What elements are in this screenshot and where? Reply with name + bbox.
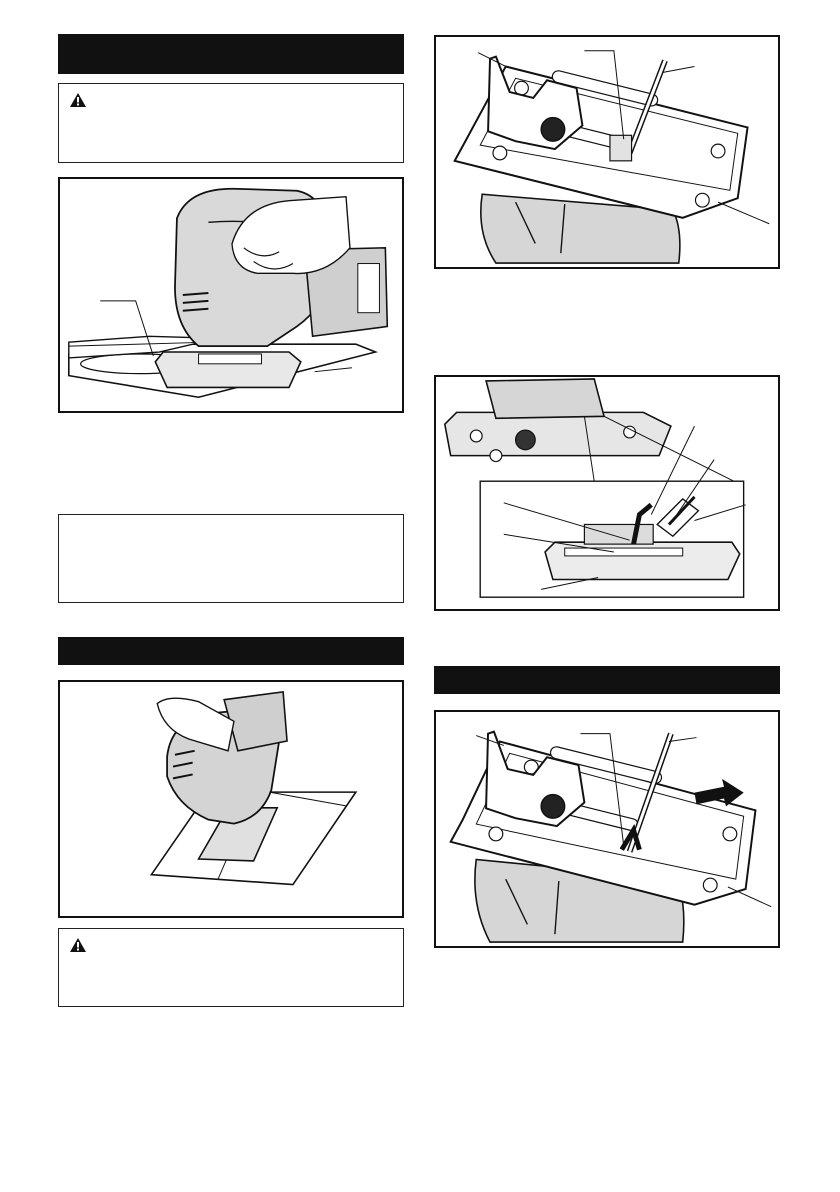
figure-shoe-adjustment (434, 375, 780, 611)
figure-base-slide (434, 710, 780, 948)
section-heading-bar (434, 666, 780, 694)
note-box (58, 514, 404, 603)
warning-triangle-icon (69, 937, 87, 953)
figure-jigsaw-guide-rail (58, 177, 404, 413)
figure-jigsaw-plunge (58, 680, 404, 918)
figure-base-hex-wrench (434, 35, 780, 269)
warning-box (58, 928, 404, 1007)
warning-box (58, 83, 404, 163)
warning-triangle-icon (69, 92, 87, 108)
section-heading-bar (58, 637, 404, 665)
section-heading-bar (58, 34, 404, 74)
